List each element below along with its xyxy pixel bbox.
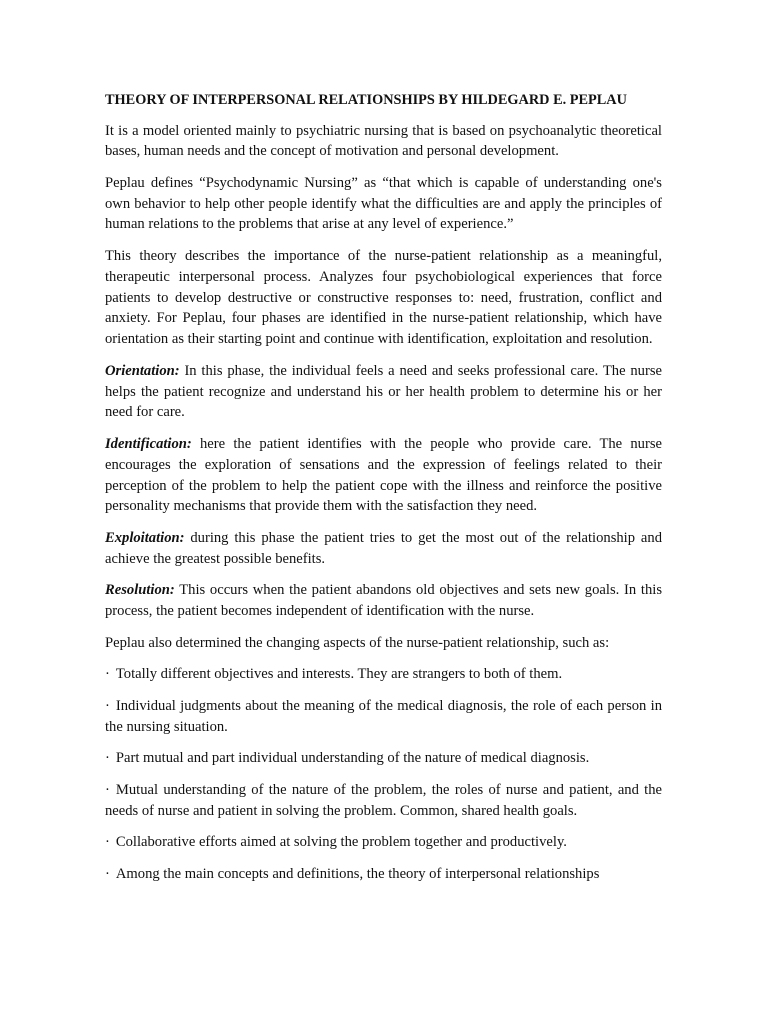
phase-paragraph-orientation: [105, 361, 662, 423]
bullet-dot-icon: ·: [105, 666, 110, 683]
phase-text: In this phase, the individual feels a need and seeks professional care. The nurse helps the patient recognize and understand his or her health problem to determine his or her need for care.: [105, 362, 662, 421]
phase-term: Identification:: [105, 436, 192, 453]
bullet-item: [105, 696, 662, 738]
phase-text: during this phase the patient tries to get the most out of the relationship and achieve the greatest possible benefits.: [105, 530, 662, 567]
bullet-dot-icon: ·: [105, 834, 110, 851]
bullet-item: [105, 780, 662, 822]
bullet-dot-icon: ·: [105, 698, 110, 714]
bullet-dot-icon: ·: [105, 781, 110, 798]
bullet-dot-icon: ·: [105, 865, 110, 882]
phase-term: Orientation:: [105, 362, 180, 379]
phase-term: Resolution:: [105, 582, 175, 599]
intro-paragraph: Peplau defines “Psychodynamic Nursing” as “that which is capable of understanding one's own behavior to help other people identify what the difficulties are and apply the principles of human relations to the problems that arise at any level of experience.”: [105, 174, 662, 233]
phase-paragraph-identification: [105, 434, 662, 517]
intro-paragraph: This theory describes the importance of the nurse-patient relationship as a meaningful, therapeutic interpersonal process. Analyzes four psychobiological experiences that force patients to develop destructive or constructive responses to: need, frustration, conflict and anxiety. For Peplau, four phases are identified in the nurse-patient relationship, which have orientation as their starting point and continue with identification, exploitation and resolution.: [105, 248, 662, 348]
bullet-text: Collaborative efforts aimed at solving the problem together and productively.: [115, 834, 567, 851]
bullet-dot-icon: ·: [105, 750, 110, 767]
bullet-item: [105, 748, 662, 769]
document-title: THEORY OF INTERPERSONAL RELATIONSHIPS BY HILDEGARD E. PEPLAU: [105, 92, 627, 108]
intro-paragraph: It is a model oriented mainly to psychiatric nursing that is based on psychoanalytic theoretical bases, human needs and the concept of motivation and personal development.: [105, 122, 662, 160]
bullet-item: [105, 664, 662, 685]
bullet-item: [105, 832, 662, 853]
bullet-text: Mutual understanding of the nature of the problem, the roles of nurse and patient, and the needs of nurse and patient in solving the problem. Common, shared health goals.: [105, 781, 662, 819]
phase-text: This occurs when the patient abandons old objectives and sets new goals. In this process, the patient becomes independent of identification with the nurse.: [105, 582, 662, 620]
bullet-text: Totally different objectives and interests. They are strangers to both of them.: [115, 666, 563, 683]
phase-text: here the patient identifies with the people who provide care. The nurse encourages the exploration of sensations and the expression of feelings related to their perception of the problem to help the patient cope with the illness and reinforce the positive personality mechanisms that provide them with the satisfaction they need.: [105, 436, 662, 515]
phase-paragraph-exploitation: [105, 528, 662, 570]
phase-term: Exploitation:: [105, 530, 185, 547]
bullet-text: Among the main concepts and definitions, the theory of interpersonal relationships: [115, 865, 600, 882]
bullet-text: Individual judgments about the meaning of the medical diagnosis, the role of each person in the nursing situation.: [105, 698, 662, 735]
document-page: [105, 90, 662, 896]
phase-paragraph-resolution: [105, 580, 662, 622]
bullet-item: [105, 864, 662, 885]
bullet-text: Part mutual and part individual understanding of the nature of medical diagnosis.: [115, 750, 590, 767]
aspects-intro: Peplau also determined the changing aspects of the nurse-patient relationship, such as:: [105, 634, 610, 651]
